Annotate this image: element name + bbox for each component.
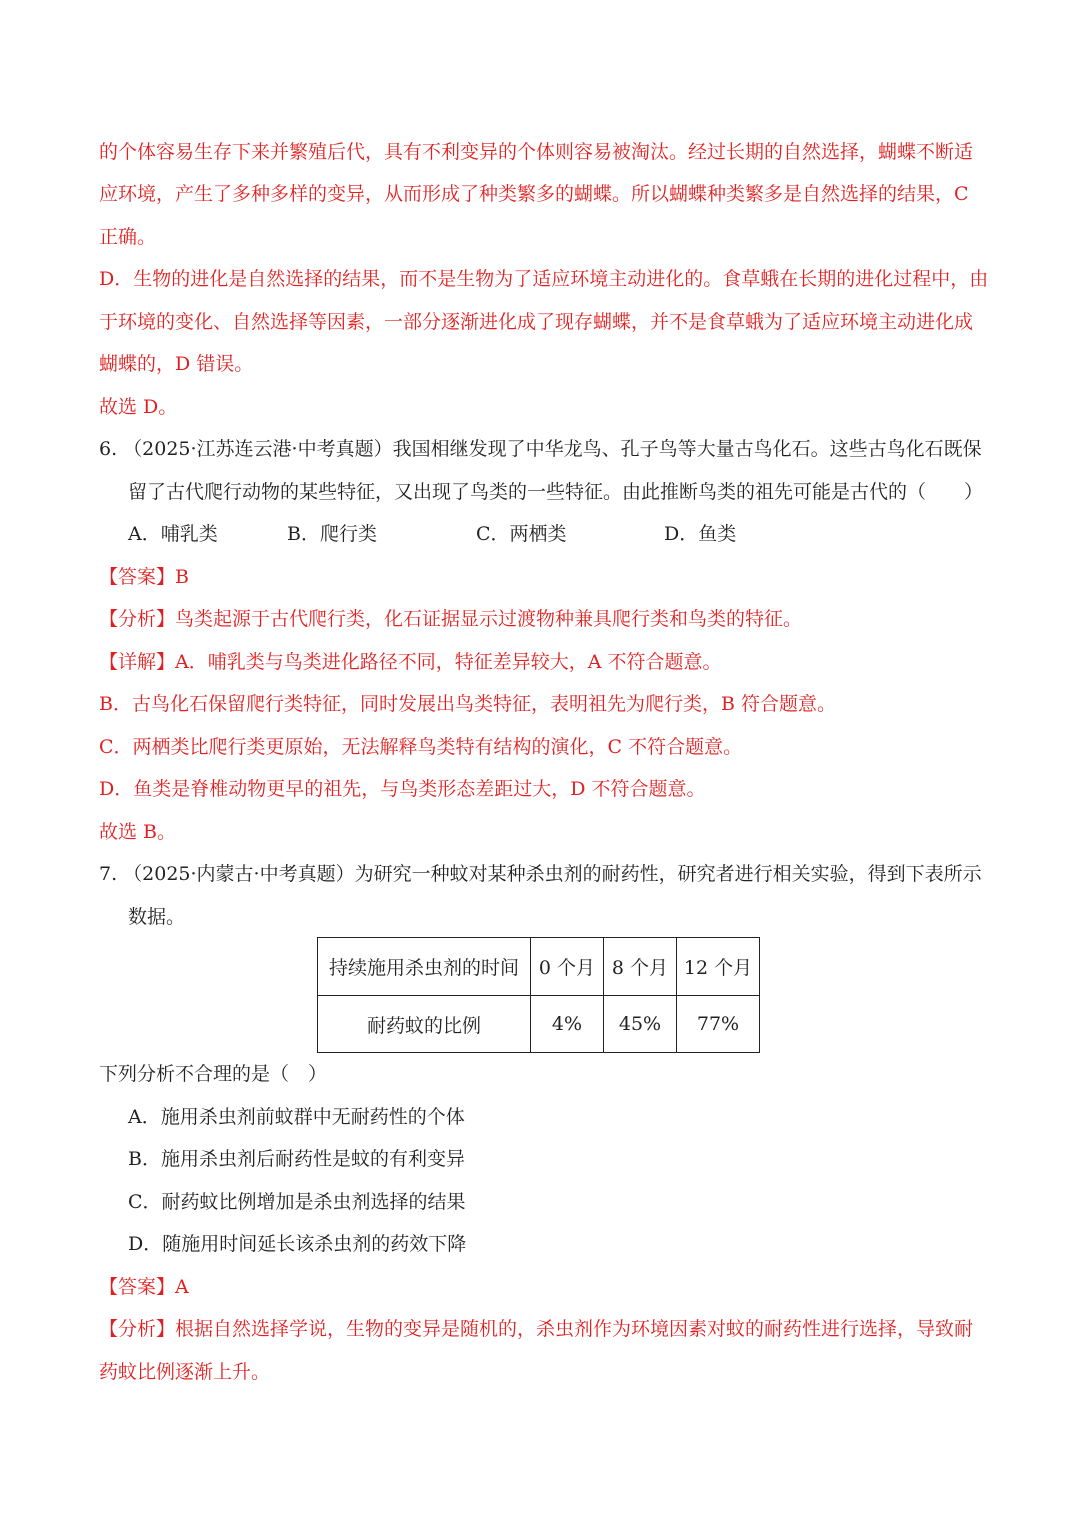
q6-analysis: 【分析】鸟类起源于古代爬行类，化石证据显示过渡物种兼具爬行类和鸟类的特征。	[99, 608, 803, 630]
q6-option-d: D．鱼类	[664, 523, 737, 545]
q6-option-b: B．爬行类	[287, 523, 377, 545]
table-cell: 持续施用杀虫剂的时间	[318, 938, 531, 996]
q6-detail-line: 故选 B。	[99, 821, 177, 843]
q7-question: 下列分析不合理的是（ ）	[99, 1063, 328, 1085]
q6-stem: 6. （2025·江苏连云港·中考真题）我国相继发现了中华龙鸟、孔子鸟等大量古鸟化石。这些古鸟化石既保	[99, 438, 982, 460]
q7-stem-continued: 数据。	[128, 906, 186, 928]
table-cell: 12 个月	[677, 938, 760, 996]
q6-detail-line: B．古鸟化石保留爬行类特征，同时发展出鸟类特征，表明祖先为爬行类，B 符合题意。	[99, 693, 836, 715]
q7-option-b: B．施用杀虫剂后耐药性是蚊的有利变异	[128, 1148, 465, 1170]
table-cell: 45%	[604, 996, 677, 1053]
explanation-line: 的个体容易生存下来并繁殖后代，具有不利变异的个体则容易被淘汰。经过长期的自然选择，蝴蝶不断适	[99, 141, 974, 163]
q7-option-d: D．随施用时间延长该杀虫剂的药效下降	[128, 1233, 467, 1255]
explanation-line: D．生物的进化是自然选择的结果，而不是生物为了适应环境主动进化的。食草蛾在长期的进化过程中，由	[99, 268, 989, 290]
q6-detail-line: C．两栖类比爬行类更原始，无法解释鸟类特有结构的演化，C 不符合题意。	[99, 736, 743, 758]
explanation-line: 于环境的变化、自然选择等因素，一部分逐渐进化成了现存蝴蝶，并不是食草蛾为了适应环境主动进化成	[99, 311, 974, 333]
q7-analysis: 【分析】根据自然选择学说，生物的变异是随机的，杀虫剂作为环境因素对蚊的耐药性进行选择，导致耐	[99, 1318, 974, 1340]
table-cell: 77%	[677, 996, 760, 1053]
q6-answer: 【答案】B	[99, 566, 189, 588]
table-cell: 0 个月	[531, 938, 604, 996]
q6-detail-line: D．鱼类是脊椎动物更早的祖先，与鸟类形态差距过大，D 不符合题意。	[99, 778, 706, 800]
q7-stem: 7. （2025·内蒙古·中考真题）为研究一种蚊对某种杀虫剂的耐药性，研究者进行相关实验，得到下表所示	[99, 863, 982, 885]
explanation-line: 正确。	[99, 226, 157, 248]
table-row	[318, 938, 760, 996]
q6-stem-continued: 留了古代爬行动物的某些特征，又出现了鸟类的一些特征。由此推断鸟类的祖先可能是古代的（ ）	[128, 481, 984, 503]
q7-option-c: C．耐药蚊比例增加是杀虫剂选择的结果	[128, 1191, 466, 1213]
explanation-line: 故选 D。	[99, 396, 178, 418]
explanation-line: 蝴蝶的，D 错误。	[99, 353, 254, 375]
resistance-data-table	[317, 937, 760, 1053]
q7-answer: 【答案】A	[99, 1276, 189, 1298]
q6-option-c: C．两栖类	[476, 523, 567, 545]
table-cell: 耐药蚊的比例	[318, 996, 531, 1053]
q6-option-a: A．哺乳类	[128, 523, 218, 545]
table-row	[318, 996, 760, 1053]
explanation-line: 应环境，产生了多种多样的变异，从而形成了种类繁多的蝴蝶。所以蝴蝶种类繁多是自然选择的结果，C	[99, 183, 969, 205]
table-cell: 4%	[531, 996, 604, 1053]
q7-analysis-continued: 药蚊比例逐渐上升。	[99, 1361, 271, 1383]
q7-option-a: A．施用杀虫剂前蚊群中无耐药性的个体	[128, 1106, 465, 1128]
q6-detail-line: 【详解】A．哺乳类与鸟类进化路径不同，特征差异较大，A 不符合题意。	[99, 651, 722, 673]
table-cell: 8 个月	[604, 938, 677, 996]
